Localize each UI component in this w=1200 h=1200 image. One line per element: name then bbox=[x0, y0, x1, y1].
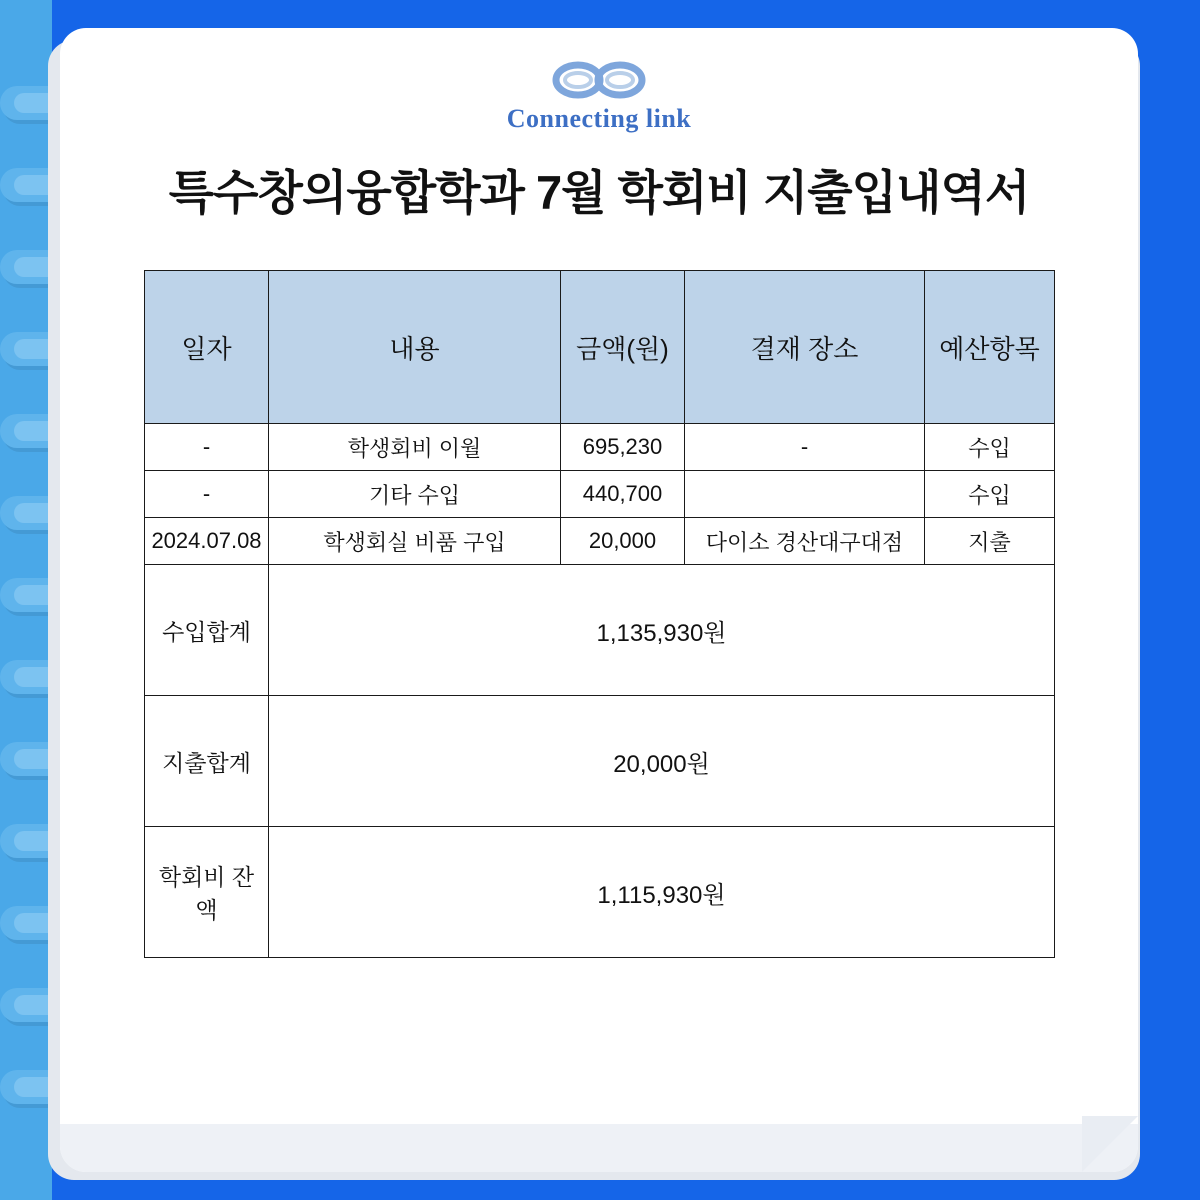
spiral-binding-band bbox=[0, 0, 52, 1200]
summary-value: 1,115,930원 bbox=[269, 827, 1055, 958]
page-title: 특수창의융합학과 7월 학회비 지출입내역서 bbox=[168, 166, 1030, 219]
cell-desc: 학생회비 이월 bbox=[269, 424, 561, 471]
brand-name: Connecting link bbox=[506, 104, 692, 133]
paper-sheet bbox=[60, 28, 1138, 1172]
summary-row-income-total bbox=[145, 565, 1055, 696]
cell-place: 다이소 경산대구대점 bbox=[685, 518, 925, 565]
column-header-amount: 금액(원) bbox=[561, 271, 685, 424]
summary-label: 지출합계 bbox=[145, 696, 269, 827]
column-header-budget: 예산항목 bbox=[925, 271, 1055, 424]
cell-date: - bbox=[145, 471, 269, 518]
cell-desc: 학생회실 비품 구입 bbox=[269, 518, 561, 565]
cell-date: 2024.07.08 bbox=[145, 518, 269, 565]
table-header-row bbox=[145, 271, 1055, 424]
cell-date: - bbox=[145, 424, 269, 471]
paper-footer-strip bbox=[60, 1124, 1138, 1172]
cell-amount: 695,230 bbox=[561, 424, 685, 471]
cell-amount: 440,700 bbox=[561, 471, 685, 518]
cell-budget: 수입 bbox=[925, 424, 1055, 471]
ledger-table-container bbox=[144, 270, 1054, 958]
chain-link-icon bbox=[534, 54, 664, 106]
column-header-desc: 내용 bbox=[269, 271, 561, 424]
column-header-date: 일자 bbox=[145, 271, 269, 424]
paper-corner-fold bbox=[1082, 1116, 1138, 1172]
summary-label: 수입합계 bbox=[145, 565, 269, 696]
cell-place bbox=[685, 471, 925, 518]
cell-desc: 기타 수입 bbox=[269, 471, 561, 518]
table-body bbox=[145, 424, 1055, 958]
summary-value: 20,000원 bbox=[269, 696, 1055, 827]
table-header bbox=[145, 271, 1055, 424]
summary-row-expense-total bbox=[145, 696, 1055, 827]
cell-amount: 20,000 bbox=[561, 518, 685, 565]
cell-budget: 지출 bbox=[925, 518, 1055, 565]
brand-logo bbox=[60, 54, 1138, 134]
ledger-table bbox=[144, 270, 1055, 958]
column-header-place: 결재 장소 bbox=[685, 271, 925, 424]
cell-budget: 수입 bbox=[925, 471, 1055, 518]
summary-row-balance bbox=[145, 827, 1055, 958]
table-row bbox=[145, 424, 1055, 471]
summary-value: 1,135,930원 bbox=[269, 565, 1055, 696]
table-row bbox=[145, 471, 1055, 518]
summary-label: 학회비 잔액 bbox=[145, 827, 269, 958]
table-row bbox=[145, 518, 1055, 565]
cell-place: - bbox=[685, 424, 925, 471]
